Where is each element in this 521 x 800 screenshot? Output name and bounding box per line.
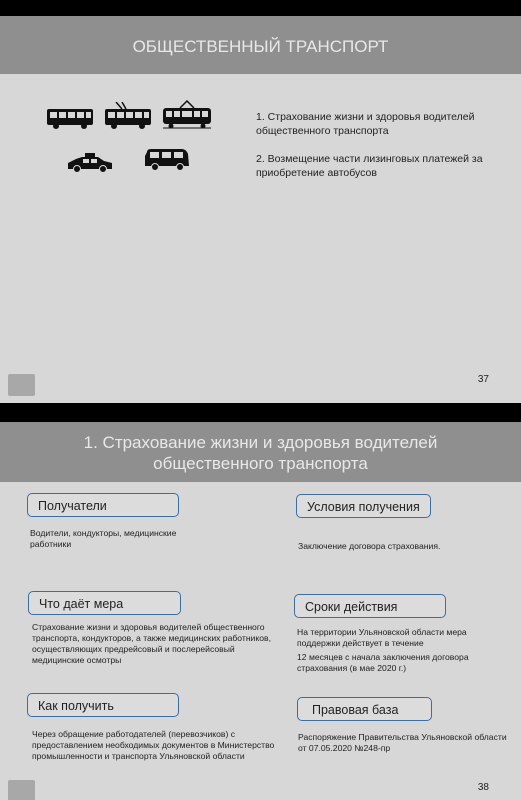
- measure-header: Что даёт мера: [28, 591, 181, 615]
- trolleybus-icon: [104, 102, 152, 130]
- measure-text: Страхование жизни и здоровья водителей общественного транспорта, кондукторов, а также медицинских работников, осуществляющих предрейсовый и послерейсовый медицинские осмотры: [32, 622, 271, 665]
- legal-header: Правовая база: [297, 697, 432, 721]
- how-text: Через обращение работодателей (перевозчиков) с предоставлением необходимых документов в Министерство промышленности и транспорта Ульяновской области: [32, 729, 275, 761]
- slide-nav-button[interactable]: [8, 374, 35, 396]
- item-leasing: 2. Возмещение части лизинговых платежей за приобретение автобусов: [256, 153, 483, 179]
- slide-38: [0, 422, 521, 800]
- how-header: Как получить: [27, 693, 179, 717]
- slide-title: [0, 422, 521, 482]
- item-insurance: 1. Страхование жизни и здоровья водителей общественного транспорта: [256, 111, 475, 137]
- slide-title-line1: 1. Страхование жизни и здоровья водителей: [83, 433, 438, 452]
- slide-title: ОБЩЕСТВЕННЫЙ ТРАНСПОРТ: [0, 16, 521, 74]
- legal-text: Распоряжение Правительства Ульяновской области от 07.05.2020 №248-пр: [298, 732, 507, 753]
- terms-text: На территории Ульяновской области мера поддержки действует в течение: [297, 627, 467, 648]
- slide-title-line2: общественного транспорта: [153, 454, 368, 473]
- terms-header: Сроки действия: [294, 594, 446, 618]
- slide-nav-button[interactable]: [8, 780, 35, 800]
- bus-icon: [46, 108, 94, 130]
- recipients-header: Получатели: [27, 493, 179, 517]
- taxi-icon: [66, 152, 114, 174]
- conditions-header: Условия получения: [296, 494, 431, 518]
- page-number: 37: [477, 374, 489, 385]
- minibus-icon: [144, 148, 190, 174]
- recipients-text: Водители, кондукторы, медицинские работники: [30, 528, 177, 549]
- slide-37: [0, 16, 521, 403]
- tram-icon: [162, 100, 212, 130]
- page-number: 38: [477, 782, 489, 793]
- terms-text-2: 12 месяцев с начала заключения договора страхования (в мае 2020 г.): [297, 652, 469, 673]
- conditions-text: Заключение договора страхования.: [298, 541, 441, 551]
